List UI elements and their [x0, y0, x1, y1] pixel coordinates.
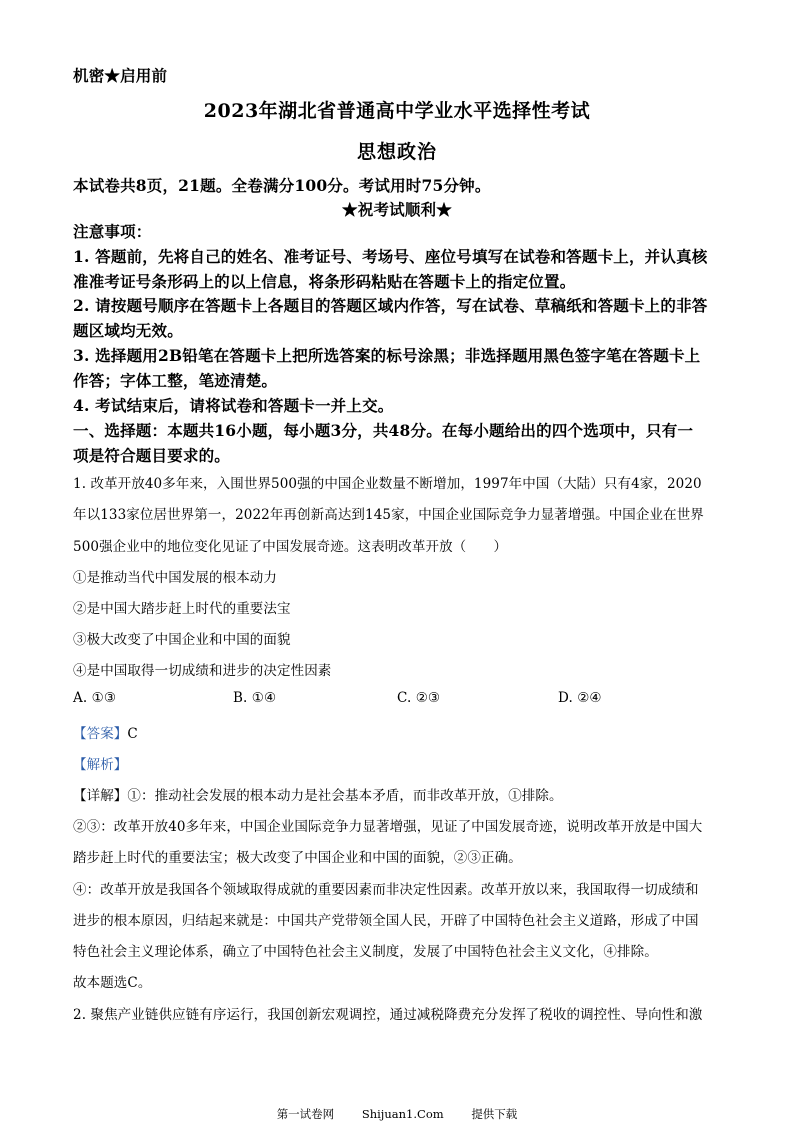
detail-text: 踏步赶上时代的重要法宝；极大改变了中国企业和中国的面貌，②③正确。: [73, 850, 522, 866]
detail-text: ①：推动社会发展的根本动力是社会基本矛盾，而非改革开放，①排除。: [127, 788, 563, 804]
detail-text: 进步的根本原因，归结起来就是：中国共产党带领全国人民，开辟了中国特色社会主义道路，形成了中国: [73, 913, 699, 929]
q1-stem: 年以133家位居世界第一，2022年再创新高达到145家，中国企业国际竞争力显著增强。中国企业在世界: [73, 507, 704, 523]
footer-provide: 提供下载: [471, 1107, 518, 1121]
detail-conclusion: 故本题选C。: [73, 975, 152, 991]
note-line: 4. 考试结束后，请将试卷和答题卡一并上交。: [73, 396, 394, 415]
note-line: 作答；字体工整，笔迹清楚。: [73, 371, 278, 390]
notes-heading: 注意事项：: [73, 222, 152, 241]
answer-line: [73, 722, 138, 742]
detail-line: [73, 784, 563, 804]
section-heading: 项是符合题目要求的。: [73, 446, 231, 465]
page-footer: [0, 1106, 794, 1122]
exam-info: 本试卷共8页，21题。全卷满分100分。考试用时75分钟。: [73, 176, 491, 195]
footer-domain: Shijuan1.Com: [361, 1107, 444, 1121]
option-b: B. ①④: [233, 690, 277, 706]
subject-title: 思想政治: [356, 141, 437, 163]
note-line: 准准考证号条形码上的以上信息，将条形码粘贴在答题卡上的指定位置。: [73, 272, 576, 291]
footer-site: 第一试卷网: [276, 1107, 335, 1121]
option-d: D. ②④: [558, 690, 602, 706]
q1-statement: ②是中国大踏步赶上时代的重要法宝: [73, 601, 291, 617]
answer-tag: 【答案】: [73, 726, 128, 742]
q1-statement: ③极大改变了中国企业和中国的面貌: [73, 632, 291, 648]
note-line: 1. 答题前，先将自己的姓名、准考证号、考场号、座位号填写在试卷和答题卡上，并认真核: [73, 247, 708, 266]
detail-text: 特色社会主义理论体系，确立了中国特色社会主义制度，发展了中国特色社会主义文化，④排除。: [73, 944, 658, 960]
detail-tag: 【详解】: [73, 788, 128, 804]
option-a: A. ①③: [73, 690, 117, 706]
analysis-tag: 【解析】: [73, 757, 128, 773]
q1-stem: 1. 改革开放40多年来，入围世界500强的中国企业数量不断增加，1997年中国（大陆）只有4家，2020: [73, 476, 702, 492]
q2-stem: 2. 聚焦产业链供应链有序运行，我国创新宏观调控，通过减税降费充分发挥了税收的调控性、导向性和激: [73, 1007, 703, 1023]
q1-stem: 500强企业中的地位变化见证了中国发展奇迹。这表明改革开放（ ）: [73, 539, 508, 555]
q1-statement: ④是中国取得一切成绩和进步的决定性因素: [73, 663, 332, 679]
note-line: 3. 选择题用2B铅笔在答题卡上把所选答案的标号涂黑；非选择题用黑色签字笔在答题卡上: [73, 346, 701, 365]
exam-wish: ★祝考试顺利★: [342, 200, 452, 219]
detail-text: ②③：改革开放40多年来，中国企业国际竞争力显著增强，见证了中国发展奇迹，说明改革开放是中国大: [73, 819, 703, 835]
note-line: 2. 请按题号顺序在答题卡上各题目的答题区域内作答，写在试卷、草稿纸和答题卡上的非答: [73, 296, 708, 315]
answer-value: C: [127, 726, 138, 742]
secret-label: 机密★启用前: [73, 66, 168, 85]
option-c: C. ②③: [397, 690, 441, 706]
q1-statement: ①是推动当代中国发展的根本动力: [73, 570, 277, 586]
detail-text: ④：改革开放是我国各个领域取得成就的重要因素而非决定性因素。改革开放以来，我国取得一切成绩和: [73, 882, 699, 898]
note-line: 题区域均无效。: [73, 321, 183, 340]
section-heading: 一、选择题：本题共16小题，每小题3分，共48分。在每小题给出的四个选项中，只有一: [73, 421, 694, 440]
exam-title: 2023年湖北省普通高中学业水平选择性考试: [203, 100, 591, 122]
